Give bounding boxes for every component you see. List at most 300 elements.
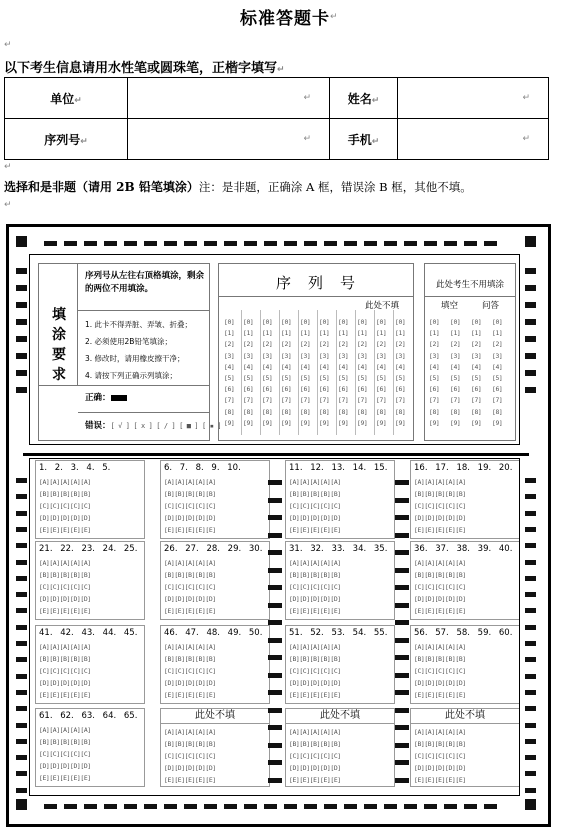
name-label: 姓名 [347,91,372,106]
nofill-label: 此处不填 [410,708,520,724]
timing-mark [16,478,27,483]
paragraph-mark-icon: ↵ [80,136,88,147]
timing-mark [304,804,317,809]
digit-bubble: [7] [471,396,482,405]
option-row: [A][A][A][A][A] [289,559,341,567]
corner-mark [16,236,27,247]
digit-bubble: [3] [300,351,311,360]
digit-bubble: [9] [471,418,482,427]
option-row: [B][B][B][B][B] [414,490,466,498]
digit-bubble: [0] [262,318,273,326]
divider [78,412,210,413]
nofill-label: 此处不填 [160,708,270,724]
digit-bubble: [4] [395,362,406,371]
nofill-label: 此处不填 [285,708,395,724]
option-row: [C][C][C][C][C] [164,752,216,760]
timing-mark [525,511,536,516]
option-row: [C][C][C][C][C] [164,583,216,591]
examiner-title: 此处考生不用填涂 [435,280,504,290]
digit-bubble: [1] [376,329,387,338]
timing-mark [364,804,377,809]
rule-item: 4. 请按下列正确示列填涂； [85,371,178,380]
correct-label: 正确： [85,393,111,403]
column-divider [355,310,356,435]
timing-mark [16,788,27,793]
digit-bubble: [3] [262,351,273,360]
timing-mark [16,494,27,499]
question-numbers: 11. 12. 13. 14. 15. [289,463,388,473]
digit-bubble: [8] [338,407,349,416]
timing-mark [525,739,536,744]
timing-mark [404,241,417,246]
examiner-col-answer: 问答 [482,301,500,311]
digit-bubble: [9] [492,418,503,427]
digit-bubble: [6] [224,385,235,394]
digit-bubble: [8] [300,407,311,416]
option-row: [D][D][D][D][D] [414,595,466,603]
option-row: [E][E][E][E][E] [39,774,91,782]
digit-bubble: [2] [395,340,406,349]
digit-bubble: [6] [471,385,482,394]
timing-mark [16,336,27,342]
digit-bubble: [2] [450,340,461,349]
info-instruction [4,57,285,76]
timing-mark [525,576,536,581]
digit-bubble: [3] [471,351,482,360]
timing-mark [284,241,297,246]
option-row: [C][C][C][C][C] [414,667,466,675]
timing-mark [525,641,536,646]
digit-bubble: [2] [471,340,482,349]
option-row: [E][E][E][E][E] [414,526,466,534]
timing-mark [525,336,536,342]
digit-bubble: [0] [429,318,440,326]
digit-bubble: [4] [224,362,235,371]
divider [424,296,516,297]
option-row: [B][B][B][B][B] [164,740,216,748]
column-divider [336,310,337,435]
timing-mark [16,285,27,291]
digit-bubble: [5] [492,374,503,382]
digit-bubble: [2] [357,340,368,349]
digit-bubble: [7] [429,396,440,405]
digit-bubble: [5] [450,374,461,382]
option-row: [A][A][A][A][A] [39,559,91,567]
timing-mark [124,241,137,246]
timing-mark [84,241,97,246]
digit-bubble: [1] [471,329,482,338]
question-numbers: 26. 27. 28. 29. 30. [164,544,263,554]
divider [78,310,210,311]
digit-bubble: [9] [224,418,235,427]
timing-mark [224,804,237,809]
option-row: [B][B][B][B][B] [414,655,466,663]
digit-bubble: [7] [376,396,387,405]
digit-bubble: [5] [471,374,482,382]
timing-mark [525,674,536,679]
timing-mark [44,241,57,246]
option-row: [E][E][E][E][E] [414,776,466,784]
digit-bubble: [4] [429,362,440,371]
digit-bubble: [0] [376,318,387,326]
digit-bubble: [0] [300,318,311,326]
timing-mark [525,706,536,711]
digit-bubble: [1] [224,329,235,338]
timing-mark [525,527,536,532]
digit-bubble: [5] [224,374,235,382]
option-row: [B][B][B][B][B] [289,740,341,748]
unit-field[interactable] [128,78,330,119]
question-numbers: 16. 17. 18. 19. 20. [414,463,513,473]
question-numbers: 61. 62. 63. 64. 65. [39,711,138,721]
digit-bubble: [3] [450,351,461,360]
fill-requirements-label: 填涂要求 [52,307,66,383]
corner-mark [525,799,536,810]
timing-mark [525,285,536,291]
option-row: [D][D][D][D][D] [164,679,216,687]
digit-bubble: [9] [243,418,254,427]
option-row: [B][B][B][B][B] [164,655,216,663]
option-row: [B][B][B][B][B] [164,571,216,579]
timing-mark [525,657,536,662]
digit-bubble: [0] [243,318,254,326]
choice-instruction-bold: 选择和是非题（请用 2B 铅笔填涂） [4,180,199,194]
question-numbers: 41. 42. 43. 44. 45. [39,628,138,638]
digit-bubble: [5] [338,374,349,382]
digit-bubble: [0] [450,318,461,326]
digit-bubble: [6] [243,385,254,394]
digit-bubble: [8] [281,407,292,416]
timing-mark [384,241,397,246]
wrong-label: 错误： [85,421,111,431]
rule-item: 2. 必须使用2B铅笔填涂； [85,337,172,346]
option-row: [D][D][D][D][D] [164,514,216,522]
timing-mark [304,241,317,246]
option-row: [C][C][C][C][C] [289,752,341,760]
info-table [4,77,549,160]
question-numbers: 36. 37. 38. 39. 40. [414,544,513,554]
digit-bubble: [0] [338,318,349,326]
timing-mark [525,302,536,308]
digit-bubble: [2] [300,340,311,349]
timing-mark [484,241,497,246]
phone-field[interactable] [398,119,549,160]
digit-bubble: [4] [281,362,292,371]
timing-mark [464,241,477,246]
timing-mark [384,804,397,809]
timing-mark [16,690,27,695]
option-row: [C][C][C][C][C] [164,502,216,510]
question-numbers: 31. 32. 33. 34. 35. [289,544,388,554]
timing-mark [525,771,536,776]
serial-label: 序列号 [44,132,81,147]
digit-bubble: [0] [492,318,503,326]
timing-mark [104,804,117,809]
digit-bubble: [0] [395,318,406,326]
timing-mark [16,302,27,308]
name-field[interactable] [398,78,549,119]
timing-mark [16,771,27,776]
option-row: [D][D][D][D][D] [39,679,91,687]
timing-mark [444,241,457,246]
option-row: [D][D][D][D][D] [289,514,341,522]
digit-bubble: [5] [300,374,311,382]
unit-label: 单位 [50,91,75,106]
digit-bubble: [3] [357,351,368,360]
option-row: [C][C][C][C][C] [164,667,216,675]
digit-bubble: [6] [338,385,349,394]
timing-mark [344,804,357,809]
digit-bubble: [8] [262,407,273,416]
timing-mark [525,494,536,499]
digit-bubble: [1] [243,329,254,338]
option-row: [B][B][B][B][B] [164,490,216,498]
correct-example [85,392,127,405]
timing-mark [184,241,197,246]
digit-bubble: [8] [429,407,440,416]
option-row: [A][A][A][A][A] [414,559,466,567]
wrong-marks: [ √ ] [ x ] [ / ] [ ■ ] [ ▪ ] [110,422,222,430]
option-row: [B][B][B][B][B] [39,571,91,579]
timing-mark [264,241,277,246]
option-row: [C][C][C][C][C] [39,502,91,510]
column-divider [260,310,261,435]
digit-bubble: [8] [224,407,235,416]
timing-mark [16,560,27,565]
timing-mark [44,804,57,809]
timing-mark [525,592,536,597]
option-row: [D][D][D][D][D] [39,514,91,522]
column-divider [279,310,280,435]
timing-mark [16,527,27,532]
option-row: [E][E][E][E][E] [289,526,341,534]
digit-bubble: [1] [357,329,368,338]
option-row: [D][D][D][D][D] [289,595,341,603]
choice-instruction [4,178,472,195]
option-row: [A][A][A][A][A] [164,643,216,651]
rules-list [85,316,209,384]
option-row: [A][A][A][A][A] [414,643,466,651]
digit-bubble: [9] [281,418,292,427]
serial-field[interactable] [128,119,330,160]
column-divider [317,310,318,435]
option-row: [B][B][B][B][B] [289,655,341,663]
timing-mark [525,543,536,548]
option-row: [A][A][A][A][A] [164,559,216,567]
option-row: [A][A][A][A][A] [164,728,216,736]
digit-bubble: [7] [224,396,235,405]
digit-bubble: [9] [319,418,330,427]
option-row: [D][D][D][D][D] [414,514,466,522]
page-title: 标准答题卡 [240,9,330,29]
digit-bubble: [3] [338,351,349,360]
column-divider [374,310,375,435]
digit-bubble: [4] [450,362,461,371]
digit-bubble: [4] [471,362,482,371]
digit-bubble: [9] [429,418,440,427]
timing-mark [525,788,536,793]
option-row: [C][C][C][C][C] [414,583,466,591]
timing-mark [525,755,536,760]
timing-mark [424,241,437,246]
digit-bubble: [8] [492,407,503,416]
timing-mark [16,592,27,597]
option-row: [D][D][D][D][D] [39,595,91,603]
timing-mark [16,511,27,516]
paragraph-mark-icon: ↵ [522,134,530,144]
option-row: [D][D][D][D][D] [414,764,466,772]
timing-mark [64,241,77,246]
paragraph-mark-icon: ↵ [4,40,12,50]
digit-bubble: [4] [300,362,311,371]
option-row: [A][A][A][A][A] [289,728,341,736]
digit-bubble: [7] [492,396,503,405]
digit-bubble: [1] [338,329,349,338]
option-row: [B][B][B][B][B] [39,655,91,663]
timing-mark [184,804,197,809]
timing-mark [124,804,137,809]
timing-mark [16,370,27,376]
divider [38,385,210,386]
digit-bubble: [5] [376,374,387,382]
digit-bubble: [1] [450,329,461,338]
rule-item: 3. 修改时，请用橡皮擦干净； [85,354,185,363]
timing-mark [324,804,337,809]
timing-mark [16,268,27,274]
timing-mark [204,804,217,809]
digit-bubble: [9] [395,418,406,427]
divider [218,296,414,297]
digit-bubble: [4] [338,362,349,371]
paragraph-mark-icon: ↵ [371,136,380,147]
paragraph-mark-icon: ↵ [4,200,12,210]
timing-mark [344,241,357,246]
digit-bubble: [3] [281,351,292,360]
digit-bubble: [2] [243,340,254,349]
digit-bubble: [6] [300,385,311,394]
option-row: [E][E][E][E][E] [164,607,216,615]
paragraph-mark-icon: ↵ [303,134,311,144]
timing-mark [16,755,27,760]
digit-bubble: [1] [492,329,503,338]
digit-bubble: [2] [429,340,440,349]
digit-bubble: [7] [357,396,368,405]
paragraph-mark-icon: ↵ [277,65,285,75]
timing-mark [525,370,536,376]
timing-mark [525,690,536,695]
choice-instruction-note: 注：是非题，正确涂 A 框，错误涂 B 框，其他不填。 [198,180,472,194]
digit-bubble: [5] [262,374,273,382]
digit-bubble: [6] [492,385,503,394]
digit-bubble: [9] [450,418,461,427]
question-numbers: 21. 22. 23. 24. 25. [39,544,138,554]
digit-bubble: [3] [224,351,235,360]
digit-bubble: [0] [471,318,482,326]
digit-bubble: [9] [262,418,273,427]
option-row: [B][B][B][B][B] [414,740,466,748]
digit-bubble: [3] [429,351,440,360]
timing-mark [16,608,27,613]
digit-bubble: [2] [492,340,503,349]
option-row: [A][A][A][A][A] [164,478,216,486]
digit-bubble: [0] [224,318,235,326]
option-row: [E][E][E][E][E] [414,691,466,699]
paragraph-mark-icon: ↵ [303,93,311,103]
digit-bubble: [5] [357,374,368,382]
digit-bubble: [2] [224,340,235,349]
serial-nofill-label: 此处不填 [365,301,400,311]
option-row: [A][A][A][A][A] [289,478,341,486]
question-numbers: 6. 7. 8. 9. 10. [164,463,241,473]
option-row: [B][B][B][B][B] [39,738,91,746]
timing-mark [164,804,177,809]
timing-mark [164,241,177,246]
digit-bubble: [3] [492,351,503,360]
digit-bubble: [2] [376,340,387,349]
digit-bubble: [0] [319,318,330,326]
timing-mark [16,674,27,679]
option-row: [E][E][E][E][E] [164,691,216,699]
option-row: [C][C][C][C][C] [289,583,341,591]
timing-mark [244,804,257,809]
option-row: [C][C][C][C][C] [39,583,91,591]
option-row: [D][D][D][D][D] [289,764,341,772]
digit-bubble: [9] [357,418,368,427]
timing-mark [16,543,27,548]
column-divider [298,310,299,435]
option-row: [A][A][A][A][A] [39,643,91,651]
digit-bubble: [2] [262,340,273,349]
digit-bubble: [7] [319,396,330,405]
digit-bubble: [8] [471,407,482,416]
option-row: [A][A][A][A][A] [414,478,466,486]
examiner-col-fill: 填空 [441,301,459,311]
digit-bubble: [6] [376,385,387,394]
digit-bubble: [8] [319,407,330,416]
option-row: [D][D][D][D][D] [414,679,466,687]
option-row: [D][D][D][D][D] [164,764,216,772]
timing-mark [16,625,27,630]
digit-bubble: [8] [395,407,406,416]
option-row: [A][A][A][A][A] [39,478,91,486]
timing-mark [525,478,536,483]
digit-bubble: [4] [243,362,254,371]
digit-bubble: [4] [357,362,368,371]
timing-mark [104,241,117,246]
question-numbers: 1. 2. 3. 4. 5. [39,463,111,473]
timing-mark [16,739,27,744]
filled-bubble-icon [111,395,127,401]
option-row: [E][E][E][E][E] [289,776,341,784]
option-row: [C][C][C][C][C] [414,752,466,760]
separator-line [23,453,529,456]
timing-mark [525,387,536,393]
option-row: [A][A][A][A][A] [39,726,91,734]
digit-bubble: [0] [281,318,292,326]
option-row: [D][D][D][D][D] [39,762,91,770]
digit-bubble: [4] [319,362,330,371]
digit-bubble: [8] [376,407,387,416]
digit-bubble: [0] [357,318,368,326]
option-row: [D][D][D][D][D] [289,679,341,687]
timing-mark [244,241,257,246]
timing-mark [525,319,536,325]
timing-mark [16,657,27,662]
paragraph-mark-icon: ↵ [74,95,82,106]
question-numbers: 51. 52. 53. 54. 55. [289,628,388,638]
digit-bubble: [5] [281,374,292,382]
digit-bubble: [3] [319,351,330,360]
